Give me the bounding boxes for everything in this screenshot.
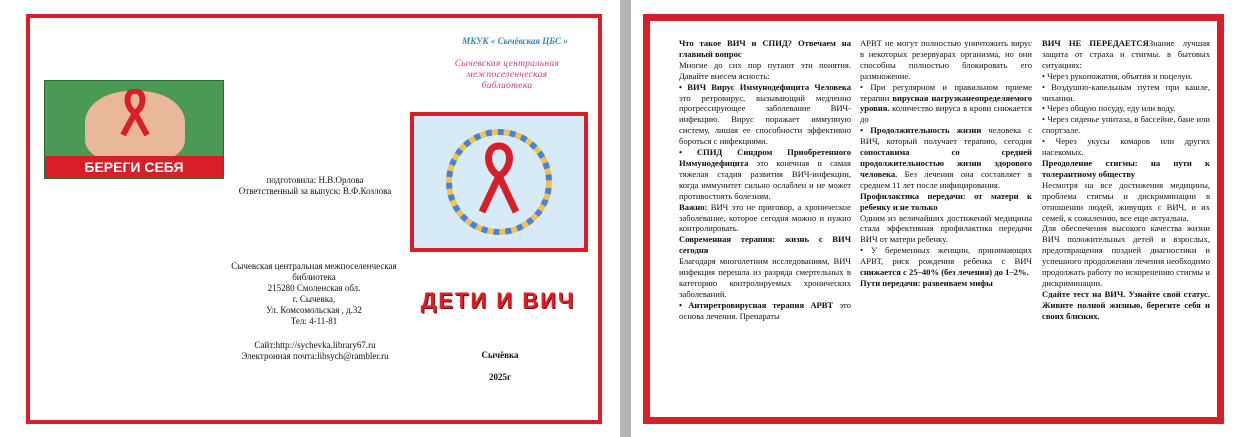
- body-text: ВИЧ это не приговор, а хроническое заболевание, которое сегодня можно и нужно контролировать.: [679, 201, 851, 234]
- address-line-5: Ул. Комсомольская , д.32: [266, 305, 362, 315]
- paragraph: [1042, 289, 1210, 322]
- content-page: [643, 14, 1224, 424]
- bold-text: неопределяемого уровня.: [860, 92, 1033, 114]
- bold-text: сопоставима со средней продолжительностью жизни здорового человека.: [860, 147, 1032, 179]
- body-text: Несмотря на все достижения медицины, проблема стигмы и дискриминации в отношении людей, живущих с ВИЧ, и их семей, к сожалению, все еще актуальна.: [1042, 179, 1210, 223]
- body-text: количество вируса в крови снижается до: [860, 103, 1032, 125]
- website-line: Сайт:http://sychevka.library67.ru: [254, 340, 376, 350]
- body-text: в бытовых ситуациях:: [1042, 48, 1210, 70]
- body-text: АРВТ не могут полностью уничтожить вирус в некоторых резервуарах организма, но они способны полностью блокировать его размножение.: [860, 38, 1032, 81]
- children-circle-image: [410, 112, 588, 252]
- bold-text: вирусная нагрузка: [892, 92, 967, 103]
- paragraph: [1042, 71, 1210, 82]
- photo-caption: БЕРЕГИ СЕБЯ: [45, 156, 223, 178]
- text-column-2: [860, 38, 1032, 289]
- bold-text: Сдайте тест на ВИЧ. Узнайте свой статус. Живите полной жизнью, берегите себя и своих близких.: [1042, 288, 1210, 321]
- body-text: это конечная и самая тяжелая стадия развития ВИЧ-инфекции, когда иммунитет сильно ослаблен и не может противостоять болезням.: [679, 157, 851, 201]
- library-name-line-1: Сычевская центральная: [454, 59, 560, 69]
- paragraph: [860, 82, 1032, 126]
- bold-text: Что такое ВИЧ и СПИД? Отвечаем на главный вопрос: [679, 38, 851, 59]
- paragraph: [679, 60, 851, 82]
- body-text: Многие до сих пор путают эти понятия. Давайте внесем ясность:: [679, 59, 851, 81]
- body-text: • Через укусы комаров или других насекомых.: [1042, 136, 1210, 158]
- body-text: Одним из величайших достижений медицины стала эффективная профилактика передачи ВИЧ от матери ребенку.: [860, 212, 1032, 245]
- library-address: [224, 261, 404, 327]
- body-text: • Воздушно-капельным путем при кашле, чихании.: [1042, 81, 1210, 103]
- paragraph: [679, 300, 851, 322]
- paragraph: [679, 256, 851, 300]
- brochure-title: ДЕТИ И ВИЧ: [420, 288, 576, 313]
- library-name-line-2: межпоселенческая: [466, 70, 548, 80]
- credits-author: подготовила: Н.В.Орлова: [266, 175, 364, 185]
- body-text: Знание лучшая защита от страха и стигмы.: [1042, 38, 1210, 59]
- city-name: Сычёвка: [481, 350, 519, 360]
- body-text: • Через рукопожатия, объятия и поцелуи.: [1042, 70, 1193, 81]
- hands-ribbon-photo: [44, 80, 224, 179]
- bold-text: Пути передачи: развеиваем мифы: [860, 277, 993, 288]
- body-text: Благодаря многолетним исследованиям, ВИЧ инфекция перешла из разряда смертельных в категорию контролируемых хронических заболеваний.: [679, 256, 851, 299]
- text-column-1: [679, 38, 851, 322]
- bold-text: • Антиретровирусная терапия АРВТ: [679, 299, 834, 310]
- body-text: Без лечения она составляет в среднем 11 лет после инфицирования.: [860, 168, 1032, 190]
- body-text: человека с ВИЧ, который получает терапию, сегодня: [860, 125, 1033, 147]
- paragraph: [679, 202, 851, 235]
- paragraph: [860, 278, 1032, 289]
- paragraph: [679, 147, 851, 202]
- paragraph: [1042, 136, 1210, 158]
- library-name-line-3: библиотека: [481, 81, 533, 91]
- address-line-4: г. Сычевка,: [292, 294, 336, 304]
- paragraph: [860, 245, 1032, 278]
- bold-text: Современная терапия: жизнь с ВИЧ сегодня: [679, 234, 851, 256]
- address-line-1: Сычевская центральная межпоселенческая: [231, 261, 397, 271]
- body-text: • У беременных женщин, принимающих АРВТ, риск рождения ребенка с ВИЧ: [860, 245, 1032, 267]
- email-line: Электронная почта:libsych@rambler.ru: [241, 351, 389, 361]
- bold-text: ВИЧ НЕ ПЕРЕДАЕТСЯ: [1042, 38, 1149, 48]
- paragraph: [1042, 223, 1210, 288]
- paragraph: [1042, 180, 1210, 224]
- bold-text: • СПИД Синдром Приобретенного Иммунодефицита: [679, 147, 851, 168]
- cover-page: [26, 14, 602, 424]
- paragraph: [860, 213, 1032, 246]
- body-text: это основа лечения. Препараты: [679, 299, 851, 321]
- contacts: [230, 340, 400, 362]
- paragraph: [860, 125, 1032, 190]
- body-text: • Через общую посуду, еду или воду.: [1042, 103, 1176, 114]
- paragraph: [679, 38, 851, 60]
- bold-text: снижается с 25–40% (без лечения) до 1–2%.: [860, 267, 1029, 278]
- paragraph: [1042, 38, 1210, 71]
- body-text: Для обеспечения высокого качества жизни ВИЧ положительных детей и взрослых, предотвращения поздней диагностики и успешного продолжения лечения необходимо продолжать работу по искоренению стигмы и дискриминации.: [1042, 223, 1210, 288]
- body-text: • Через сиденье унитаза, в бассейне, бане или спортзале.: [1042, 114, 1210, 136]
- credits: [210, 175, 420, 197]
- address-line-6: Тел: 4-11-81: [290, 316, 338, 326]
- body-text: • При регулярном и правильном приеме терапии: [860, 81, 1032, 103]
- bold-text: Важно:: [679, 201, 708, 212]
- year: 2025г: [488, 372, 512, 382]
- paragraph: [860, 191, 1032, 213]
- paragraph: [1042, 103, 1210, 114]
- library-name: [412, 59, 602, 92]
- paragraph: [860, 38, 1032, 82]
- red-ribbon-icon: [117, 89, 153, 137]
- body-text: это ретровирус, вызывающий медленно прогрессирующее заболевание ВИЧ-инфекцию. Вирус поражает иммунную систему, лишая ее способности эффективно бороться с инфекциями.: [679, 92, 851, 147]
- bold-text: Преодоление стигмы: на пути к толерантному обществу: [1042, 157, 1210, 179]
- paragraph: [1042, 114, 1210, 136]
- paragraph: [679, 234, 851, 256]
- bold-text: • ВИЧ Вирус Иммунодефицита Человека: [679, 81, 851, 92]
- bold-text: Профилактика передачи: от матери к ребенку и не только: [860, 190, 1032, 212]
- address-line-2: библиотека: [292, 272, 336, 282]
- bold-text: • Продолжительность жизни: [860, 125, 982, 136]
- children-circle-ribbon-icon: [414, 116, 584, 248]
- paragraph: [1042, 158, 1210, 180]
- organization-name: МКУК « Сычёвская ЦБС »: [462, 36, 568, 46]
- paragraph: [1042, 82, 1210, 104]
- credits-editor: Ответственный за выпуск: В.Ф.Козлова: [238, 186, 392, 196]
- paragraph: [679, 82, 851, 147]
- text-column-3: [1042, 38, 1210, 322]
- page-divider: [620, 0, 631, 437]
- address-line-3: 215280 Смоленская обл.: [267, 283, 361, 293]
